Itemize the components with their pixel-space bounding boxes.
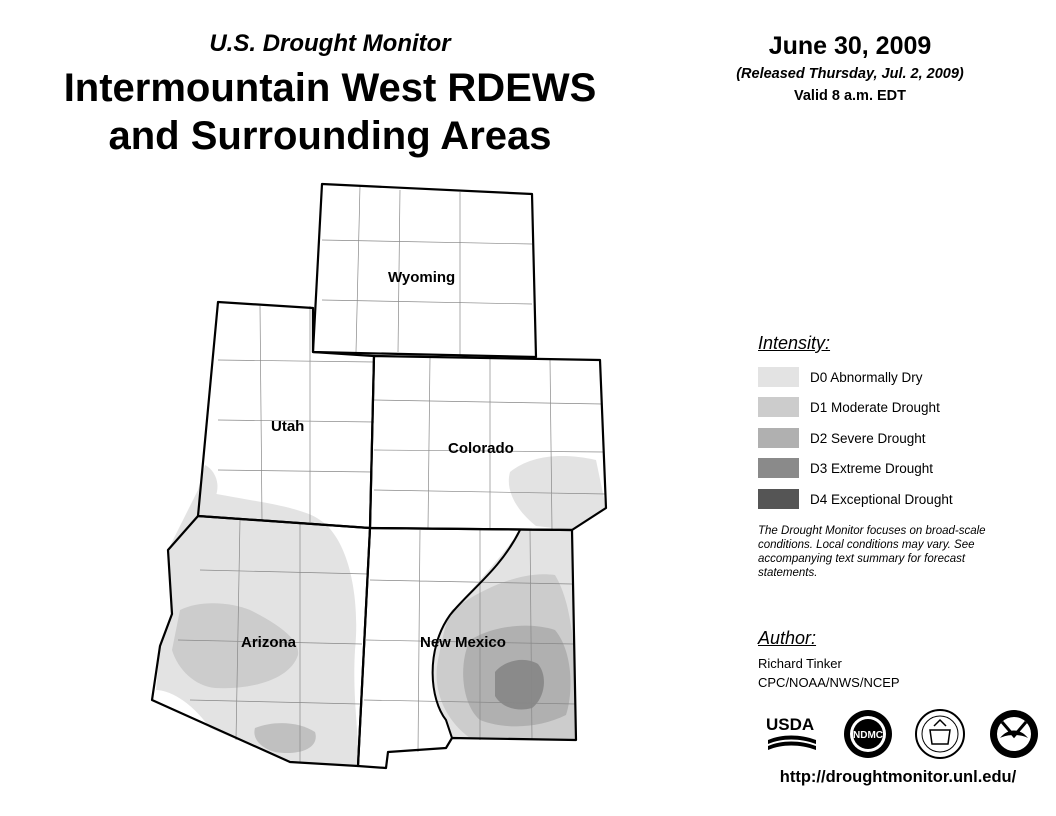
legend-label: D4 Exceptional Drought bbox=[810, 491, 953, 507]
disclaimer-note: The Drought Monitor focuses on broad-scale conditions. Local conditions may vary. See accompanying text summary for forecast statements. bbox=[758, 525, 986, 579]
legend-item-d3 bbox=[758, 457, 933, 479]
legend-item-d2 bbox=[758, 427, 926, 449]
state-label-arizona: Arizona bbox=[241, 634, 297, 651]
legend-swatch bbox=[758, 367, 799, 387]
author-org: CPC/NOAA/NWS/NCEP bbox=[758, 675, 900, 690]
valid-time: Valid 8 a.m. EDT bbox=[793, 88, 906, 104]
noaa-logo bbox=[988, 708, 1040, 760]
svg-text:USDA: USDA bbox=[766, 715, 815, 734]
doc-seal bbox=[914, 708, 966, 760]
legend-item-d0 bbox=[758, 366, 923, 388]
d3-area-new-mexico bbox=[495, 660, 544, 710]
author-name: Richard Tinker bbox=[758, 656, 842, 671]
product-name: U.S. Drought Monitor bbox=[209, 30, 451, 57]
legend-label: D1 Moderate Drought bbox=[810, 399, 940, 415]
legend-swatch bbox=[758, 458, 799, 478]
map-date: June 30, 2009 bbox=[768, 32, 932, 60]
legend-swatch bbox=[758, 428, 799, 448]
legend-title: Intensity: bbox=[758, 333, 831, 353]
legend-swatch bbox=[758, 397, 799, 417]
legend-label: D2 Severe Drought bbox=[810, 430, 926, 446]
svg-text:NDMC: NDMC bbox=[853, 730, 883, 741]
legend-swatch bbox=[758, 489, 799, 509]
usda-logo bbox=[764, 708, 820, 760]
map-title-line2: and Surrounding Areas bbox=[108, 114, 552, 158]
ndmc-logo bbox=[842, 708, 894, 760]
legend-item-d1 bbox=[758, 396, 940, 418]
author-heading: Author: bbox=[758, 628, 817, 648]
map-title-line1: Intermountain West RDEWS bbox=[63, 66, 597, 110]
state-label-utah: Utah bbox=[271, 418, 305, 435]
state-label-new-mexico: New Mexico bbox=[420, 634, 506, 651]
state-label-wyoming: Wyoming bbox=[388, 269, 456, 286]
state-label-colorado: Colorado bbox=[448, 440, 514, 457]
release-date: (Released Thursday, Jul. 2, 2009) bbox=[736, 66, 964, 82]
legend-label: D0 Abnormally Dry bbox=[810, 369, 923, 385]
website-url[interactable]: http://droughtmonitor.unl.edu/ bbox=[779, 768, 1017, 786]
legend-item-d4 bbox=[758, 488, 953, 510]
legend-label: D3 Extreme Drought bbox=[810, 460, 934, 476]
